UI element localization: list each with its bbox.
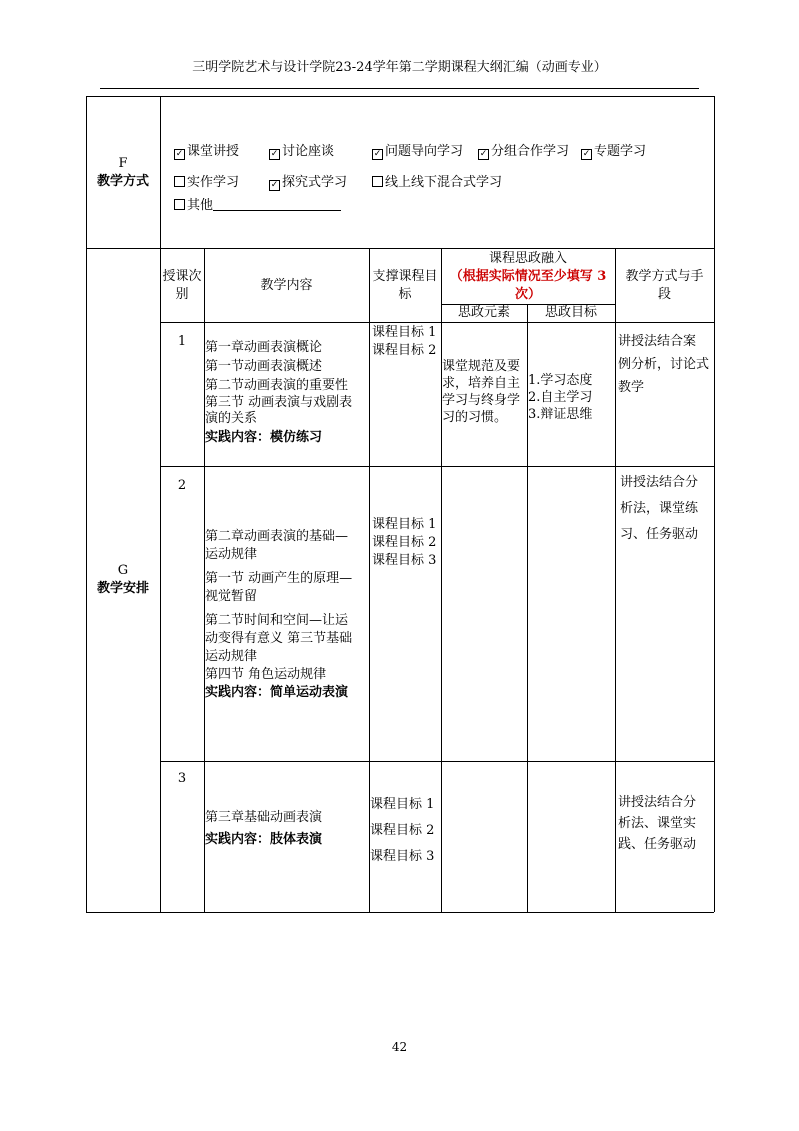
row1-content: 第一章动画表演概论 第一节动画表演概述 第二节动画表演的重要性 第三节 动画表演与戏剧表 演的关系 实践内容：模仿练习: [205, 340, 353, 445]
option-classroom-lecture[interactable]: ✓ 课堂讲授: [175, 144, 240, 159]
checkbox-empty-icon: [174, 199, 185, 210]
column-divider: [441, 248, 442, 912]
checkbox-checked-icon: ✓: [270, 180, 279, 190]
section-f-code: F: [118, 156, 128, 171]
row3-method: 讲授法结合分 析法、课堂实 践、任务驱动: [618, 795, 697, 852]
row2-method: 讲授法结合分 析法，课堂练 习、任务驱动: [620, 475, 699, 542]
col-header-objective: 支撑课程目 标: [372, 269, 438, 302]
col-header-session: 授课次 别: [162, 269, 202, 302]
table-border-bottom: [86, 912, 714, 913]
row-divider: [160, 466, 714, 467]
table-border-top: [86, 96, 714, 97]
row-divider: [160, 761, 714, 762]
checkbox-checked-icon: ✓: [175, 149, 184, 159]
row1-objectives: 课程目标 1 课程目标 2: [372, 325, 437, 358]
table-border-left: [86, 96, 87, 912]
header-row-divider: [160, 322, 714, 323]
col-header-ideology-note: （根据实际情况至少填写 3 次）: [449, 269, 607, 302]
option-group-cooperation[interactable]: ✓ 分组合作学习: [479, 144, 570, 159]
col-header-method: 教学方式与手 段: [625, 269, 704, 302]
option-other[interactable]: 其他: [174, 196, 341, 216]
column-divider: [615, 248, 616, 912]
checkbox-checked-icon: ✓: [479, 149, 488, 159]
option-blended[interactable]: 线上线下混合式学习: [372, 173, 502, 193]
section-g-code: G: [117, 563, 129, 578]
checkbox-checked-icon: ✓: [270, 149, 279, 159]
header-rule: [100, 88, 699, 89]
option-inquiry[interactable]: ✓ 探究式学习: [270, 175, 348, 190]
checkbox-checked-icon: ✓: [582, 149, 591, 159]
row1-ideology-element: 课堂规范及要 求，培养自主 学习与终身学 习的习惯。: [442, 359, 521, 425]
row1-method: 讲授法结合案 例分析，讨论式 教学: [618, 334, 710, 395]
row1-session: 1: [177, 334, 187, 349]
page-number: 42: [391, 1040, 408, 1054]
section-g-label: 教学安排: [96, 581, 149, 596]
row2-objectives: 课程目标 1 课程目标 2 课程目标 3: [372, 517, 437, 568]
row2-session: 2: [177, 478, 187, 493]
row3-session: 3: [177, 771, 187, 786]
checkbox-checked-icon: ✓: [373, 149, 382, 159]
checkbox-empty-icon: [372, 176, 383, 187]
other-fill-line: [213, 198, 341, 211]
option-practical[interactable]: 实作学习: [174, 173, 239, 193]
option-thematic[interactable]: ✓ 专题学习: [582, 144, 647, 159]
section-f-label: 教学方式: [96, 174, 149, 189]
col-header-content: 教学内容: [260, 278, 313, 293]
table-border-right: [714, 96, 715, 912]
row1-ideology-goal: 1.学习态度 2.自主学习 3.辩证思维: [528, 373, 593, 422]
page-header: 三明学院艺术与设计学院23-24学年第二学期课程大纲汇编（动画专业）: [192, 60, 607, 75]
checkbox-empty-icon: [174, 176, 185, 187]
row3-content: 第三章基础动画表演 实践内容：肢体表演: [205, 810, 323, 847]
section-divider: [86, 248, 714, 249]
col-header-ideology: 课程思政融入: [488, 251, 567, 266]
row3-objectives: 课程目标 1 课程目标 2 课程目标 3: [370, 797, 435, 864]
col-header-ideology-element: 思政元素: [457, 305, 510, 320]
row2-content: 第二章动画表演的基础— 运动规律 第一节 动画产生的原理— 视觉暂留 第二节时间和空间—让运 动变得有意义 第三节基础 运动规律 第四节 角色运动规律 实践内容：简单运动表演: [205, 529, 353, 700]
label-column-divider: [160, 96, 161, 912]
option-discussion[interactable]: ✓ 讨论座谈: [270, 144, 335, 159]
col-header-ideology-goal: 思政目标: [544, 305, 597, 320]
option-problem-based[interactable]: ✓ 问题导向学习: [373, 144, 464, 159]
